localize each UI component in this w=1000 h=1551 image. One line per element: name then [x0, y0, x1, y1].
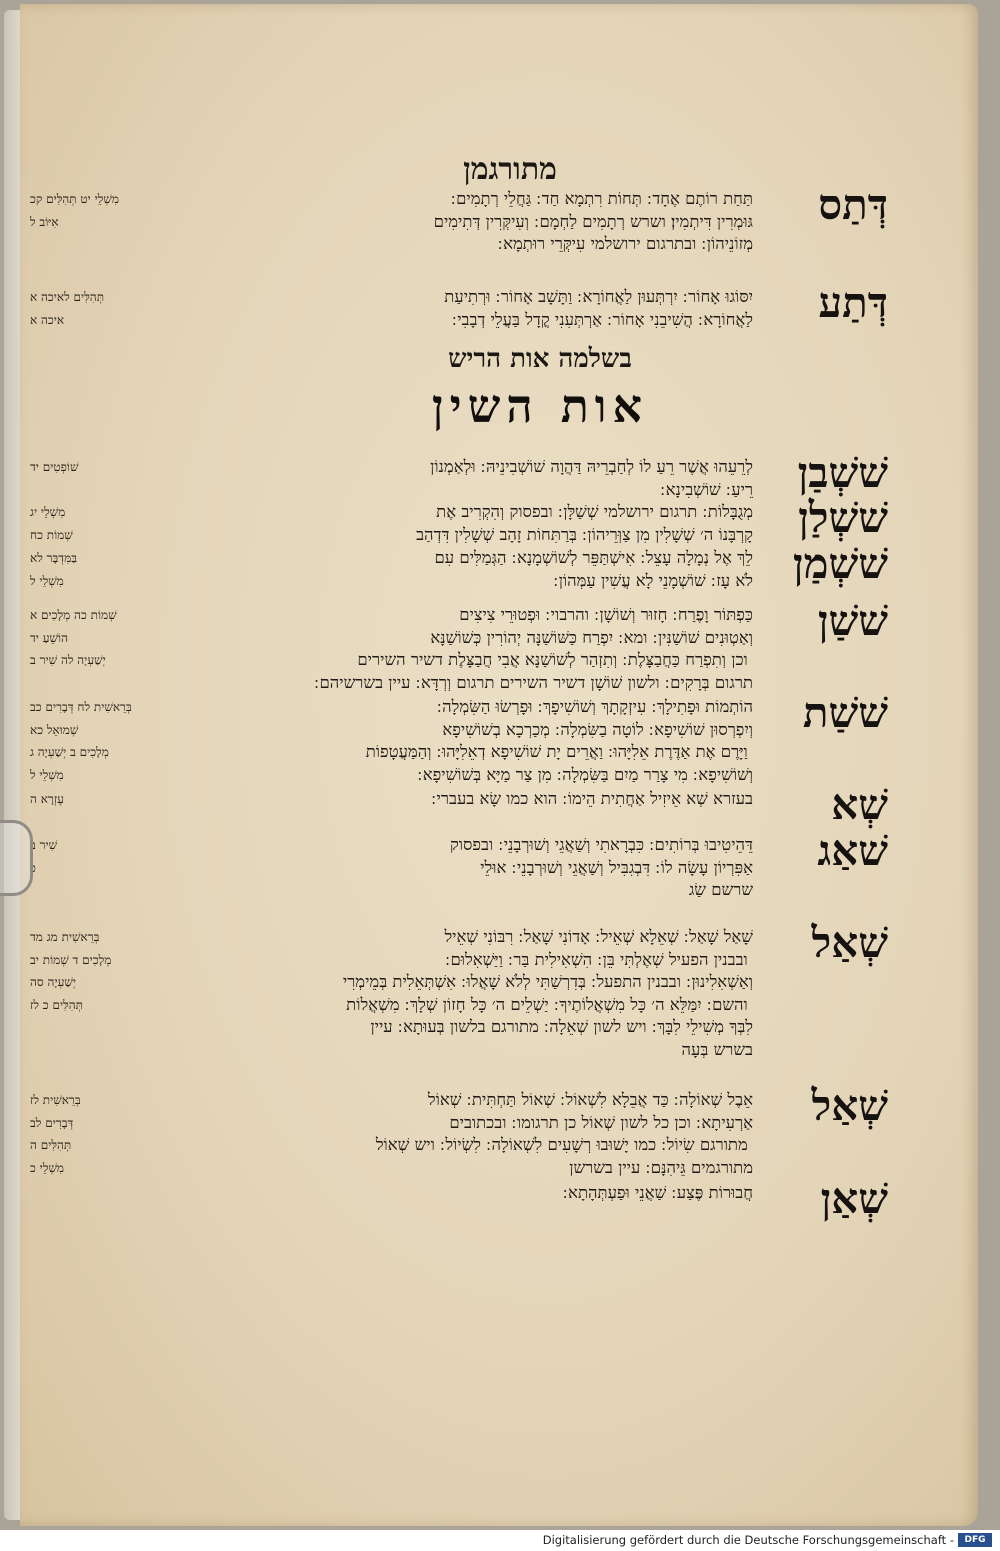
entry-text — [180, 604, 753, 694]
margin-reference: מְלָכִים ד שְׁמוֹת יב — [30, 952, 112, 967]
entry-line: ׃ מתורגם שִׂיוֹל ׃ כמו יָשׁוּבוּ רְשָׁעִים לִשְׁאוֹלָה ׃ לִשְׂיוֹל ׃ ויש שְׁאוֹל — [375, 1135, 753, 1155]
margin-reference: בְּרֵאשִׁית מג מד — [30, 930, 100, 944]
book-page — [20, 4, 978, 1526]
margin-reference: מִשְׁלֵי ל — [30, 767, 64, 782]
entry-line: תרגום בְּרָקִים ׃ ולשון שׁוֹשָׁן דשיר השירים תרגום וְרְדָּא ׃ עיין בשרשיהם ׃ — [314, 672, 753, 692]
margin-references — [30, 1089, 205, 1179]
entry-line: וְשׁוֹשִׁיפָא ׃ מִי צָרַר מַיִם בַּשִּׂמְלָה ׃ מִן צַר מַיָּא בְּשׁוֹשִׁיפָא ׃ — [417, 764, 753, 784]
entry-text — [180, 926, 753, 1062]
entry-line: וְאַטְוּנִים שׁוֹשַׁנִּין ׃ ומא ׃ יִפְרַח כַּשּׁוֹשַׁנָּה יְהוֹרִין כְּשׁוֹשַׁנָּא — [430, 627, 753, 647]
margin-reference: בַּמִּדְבָּר לא — [30, 551, 77, 565]
entry-line: לִבְּךָ מְשִׁילֵי לִבָּךְ ׃ ויש לשון שְׁאֵלָה ׃ מתורגם בלשון בְּעוּתָא ׃ עיין — [370, 1017, 753, 1037]
entry-line: כַּפְתּוֹר וָפֶרַח ׃ חָזוּר וְשׁוֹשָׁן ׃ והרבוי ׃ וּפְטוּרֵי צִיצִים — [459, 605, 753, 624]
margin-references — [30, 456, 205, 479]
entry-line: גּוּמְרִין דִּיתְמִין׃ ושרש רְתָמִים לַחְמָם ׃ וְעִיקְּרִין דְּתִימִים — [433, 211, 753, 231]
entry-line: רֵיעַ ׃ שׁוֹשְׁבִינָא ׃ — [660, 479, 753, 499]
margin-references — [30, 788, 205, 811]
margin-reference: מְלָכִים ב יְשַׁעְיָה ג — [30, 745, 109, 760]
margin-reference: איכה א — [30, 312, 65, 327]
entry-line: תַּחַת רוֹתֶם אֶחָד ׃ תְּחוֹת רִתְמָא חַד ׃ גַּחֲלֵי רְתָמִים ׃ — [450, 189, 753, 208]
entry-line: לֹא עָז ׃ שׁוֹשְׁמָנֵי לָא עֲשִׁין עַמְּהוֹן ׃ — [553, 570, 753, 590]
entry-line: ׃ ובבנין הפעיל שְׁאֶלְתִּי בֵּן ׃ הִשְׁאִילִית בַּר ׃ וַיַּשְׁאִלוּם ׃ — [445, 949, 753, 969]
entry-text — [180, 834, 753, 902]
entry-headword: שׁשַׁן — [817, 596, 888, 645]
entry-text — [180, 456, 753, 501]
dictionary-entry — [30, 780, 888, 829]
entry-line: אֵבֶל שְׁאוֹלָה ׃ כַּד אֲבֵלָא לִשְׁאוֹל ׃ שְׁאוֹל תַּחְתִּית ׃ שְׁאוֹל — [427, 1090, 753, 1109]
entry-headword: שׁשְׁבַן — [797, 448, 888, 497]
margin-reference: מִשְׁלֵי כ — [30, 1160, 65, 1175]
margin-reference: תְּהִלִּים לאיכה א — [30, 290, 105, 304]
entry-line: לְרֵעֵהוּ אֲשֶׁר רֵעַ לוֹ לְחַבְרֵיהּ דַּהֲוָה שׁוֹשְׁבִינֵיהּ ׃ וּלְאַמְנוֹן — [430, 457, 753, 476]
dictionary-entry — [30, 539, 888, 600]
entry-headword: שְׁאַן — [820, 1174, 888, 1223]
entry-line: ׃ וַיָּרֶם אֶת אַדֶּרֶת אֵלִיָּהוּ ׃ וַאֲרֵים יָת שׁוֹשִׁיפָא דְאֵלִיָּהוּ ׃ וְהַמַּעֲטָפוֹת — [365, 742, 753, 762]
entry-line: שָׁאַל שָׁאַל ׃ שְׁאֵלָא שְׁאֵיל ׃ אָדוֹנִי שָׁאַל ׃ רִבּוֹנִי שְׁאֵיל — [444, 927, 753, 946]
entry-headword: שׁשַׁת — [802, 688, 888, 737]
margin-reference: שְׁמוּאֵל כא — [30, 722, 79, 737]
margin-references — [30, 834, 205, 879]
entry-line: ׃ וכן וְתִפְרַח כַּחֲבַצָּלֶת ׃ וְתִזְהַר לְשׁוֹשַׁנָּא אֲבִי חֲבַצָּלֶת דשיר השירים — [357, 650, 753, 670]
dictionary-entry — [30, 688, 888, 794]
margin-reference: שְׁמוֹת כח — [30, 527, 73, 542]
letter-title: אות השין — [431, 379, 649, 433]
entry-line: חֲבוּרוֹת פֶּצַע ׃ שַׁאֲנֵי וּפַעְתְּהָתָא ׃ — [562, 1183, 753, 1202]
entry-line: דֵּהֵיטִיבוּ בְּרוֹתִים ׃ כִּבְרָאתִי וְשַׁאֲגֵי וְשׁוּרְבָנֵי ׃ ובפסוק — [449, 835, 753, 854]
dictionary-entry — [30, 180, 888, 264]
entry-headword: דְּתַע — [818, 278, 888, 327]
paper-clip — [0, 820, 33, 896]
margin-reference: אִיּוֹב ל — [30, 214, 59, 229]
entry-line: שרשם שַׂג — [688, 880, 753, 900]
entry-text — [180, 286, 753, 331]
entry-headword: דְּתַס — [818, 180, 888, 229]
entry-line: קָרְבָּנוֹ ה׳ שְׁשָׁלִין מִן צַוְּרֵיהוֹן ׃ בְּרַתִּחוֹת זָהָב שְׁשָׁלִין דִּדְהַב — [416, 524, 753, 544]
footer-bar — [0, 1530, 1000, 1551]
margin-reference: כ — [30, 860, 36, 875]
entry-line: אַרְעִיתָא ׃ וכן כל לשון שְׁאוֹל כן תרגומו ׃ ובכתובים — [449, 1112, 753, 1132]
entry-line: בעזרא שְׁא אֵיזִיל אַחֲתִית הֵימוֹ ׃ הוא כמו שָׂא בעברי ׃ — [431, 789, 753, 808]
margin-references — [30, 604, 205, 672]
margin-reference: עֶזְרָא ה — [30, 792, 64, 806]
entry-line: מְזוֹנֵיהוֹן ׃ ובתרגום ירושלמי עִיקְּרֵי רוּתְמָא ׃ — [497, 234, 753, 254]
entry-text — [180, 547, 753, 592]
entry-line: וְיִפְרְסוּן שׁוֹשִׁיפָא ׃ לוֹטָה בַשִּׂמְלָה ׃ מְכַרְכָא בְשׁוֹשִׁיפָא — [442, 719, 753, 739]
entry-line: ׃ והשם ׃ יִמַּלֵּא ה׳ כָּל מִשְׁאֲלוֹתֶיךָ ׃ יַשְׁלֵים ה׳ כָּל חָזוֹן שְׁלָךְ ׃ מִשְׁאֲלוֹת — [346, 994, 753, 1014]
section-subheading: בשלמה אות הריש — [448, 344, 632, 374]
entry-text — [180, 1089, 753, 1179]
margin-reference: בְּרֵאשִׁית לז — [30, 1093, 81, 1107]
dictionary-entry — [30, 596, 888, 702]
entry-line: הוֹתְמוֹת וּפָתִילָךְ ׃ עִיזְקָתָךְ וְשׁוֹשִׁיפָךְ ׃ וּפָרְשׂוּ הַשִּׂמְלָה ׃ — [436, 697, 753, 716]
entry-text — [180, 188, 753, 256]
margin-reference: שִׁיר ב — [30, 838, 58, 852]
running-heading: מתורגמן — [463, 152, 557, 187]
margin-reference: דְּבָרִים לב — [30, 1115, 74, 1130]
entry-line: אַפִּרְיוֹן עָשָׂה לוֹ ׃ דִּבְגִבִּיל וְשַׁאֲגֵי וְשׁוּרְבָנֵי ׃ אוּלֵי — [480, 857, 753, 877]
margin-references — [30, 696, 205, 786]
margin-reference: בְּרֵאשִׁית לח דְּבָרִים כב — [30, 700, 132, 714]
entry-line: בשרש בְּעָה — [681, 1039, 753, 1059]
entry-headword: שׁשְׁלַן — [798, 493, 888, 542]
dictionary-entry — [30, 278, 888, 339]
entry-text — [180, 788, 753, 811]
entry-headword: שׁאַג — [817, 826, 888, 875]
entry-line: לַאֲחוֹרָא ׃ הֲשִׁיבֵנִי אָחוֹר ׃ אַרְתְּעִנִי קֳדָל בַּעֲלֵי דְבָבִי ׃ — [451, 309, 753, 329]
entry-line: וְאַשְׁאִלִינוּן ׃ ובבנין התפעל ׃ בְּדִרְשַׁתִּי לְלֹא שָׁאֲלוּ ׃ אִשְׁתְּאֵלִית בְּמֵימְרִי — [342, 972, 753, 992]
dictionary-entry — [30, 826, 888, 910]
entry-headword: שְׁאַל — [811, 1081, 888, 1130]
margin-reference: יְשַׁעְיָה לה שִׁיר ב — [30, 653, 106, 668]
margin-references — [30, 286, 205, 331]
entry-line: יִסּוֹגוּ אָחוֹר ׃ יִרְתְּעוּן לַאֲחוֹרָא ׃ וַתָּשָׁב אָחוֹר ׃ וּרְתִיעַת — [444, 287, 753, 306]
funding-credit: Digitalisierung gefördert durch die Deutsche Forschungsgemeinschaft - — [542, 1533, 954, 1547]
entry-headword: שְׁא — [831, 780, 888, 829]
margin-reference: תְּהִלִּים כ לז — [30, 997, 83, 1012]
entry-text — [180, 696, 753, 786]
margin-reference: שׁוֹפְטִים יד — [30, 460, 79, 474]
entry-text — [180, 1182, 753, 1205]
margin-references — [30, 501, 205, 546]
dictionary-entry — [180, 1174, 888, 1223]
margin-reference: מִשְׁלֵי יג — [30, 505, 66, 519]
margin-references — [30, 547, 205, 592]
entry-line: מתורגמים גֵּיהִנָּם ׃ עיין בשרשן — [569, 1157, 753, 1177]
dfg-logo: DFG — [958, 1533, 992, 1547]
margin-references — [30, 188, 205, 233]
entry-text — [180, 501, 753, 546]
dictionary-entry — [30, 918, 888, 1070]
margin-reference: הוֹשֵׁעַ יד — [30, 630, 68, 645]
entry-line: לֵךְ אֶל נְמָלָה עָצֵל ׃ אִישְׁתַּפֵּר לְשׁוֹשְׁמָנָא ׃ הַגְּמַלִּים עִם — [434, 548, 753, 567]
entry-line: מְגֻבָּלוֹת ׃ תרגום ירושלמי שְׁשַׁלָּן ׃ ובפסוק וְהִקְרִיב אֶת — [436, 502, 753, 521]
margin-reference: מִשְׁלֵי ל — [30, 573, 64, 588]
dictionary-entry — [30, 1081, 888, 1187]
margin-reference: מִשְׁלֵי יט תְּהִלִּים קכ — [30, 192, 119, 206]
margin-reference: יְשַׁעְיָה סה — [30, 975, 77, 990]
entry-headword: שְׁאַל — [811, 918, 888, 967]
entry-headword: שׁשְׁמַן — [792, 539, 888, 588]
margin-reference: תְּהִלִּים ה — [30, 1138, 72, 1153]
margin-reference: שְׁמוֹת כה מְלָכִים א — [30, 608, 117, 622]
margin-references — [30, 926, 205, 1016]
